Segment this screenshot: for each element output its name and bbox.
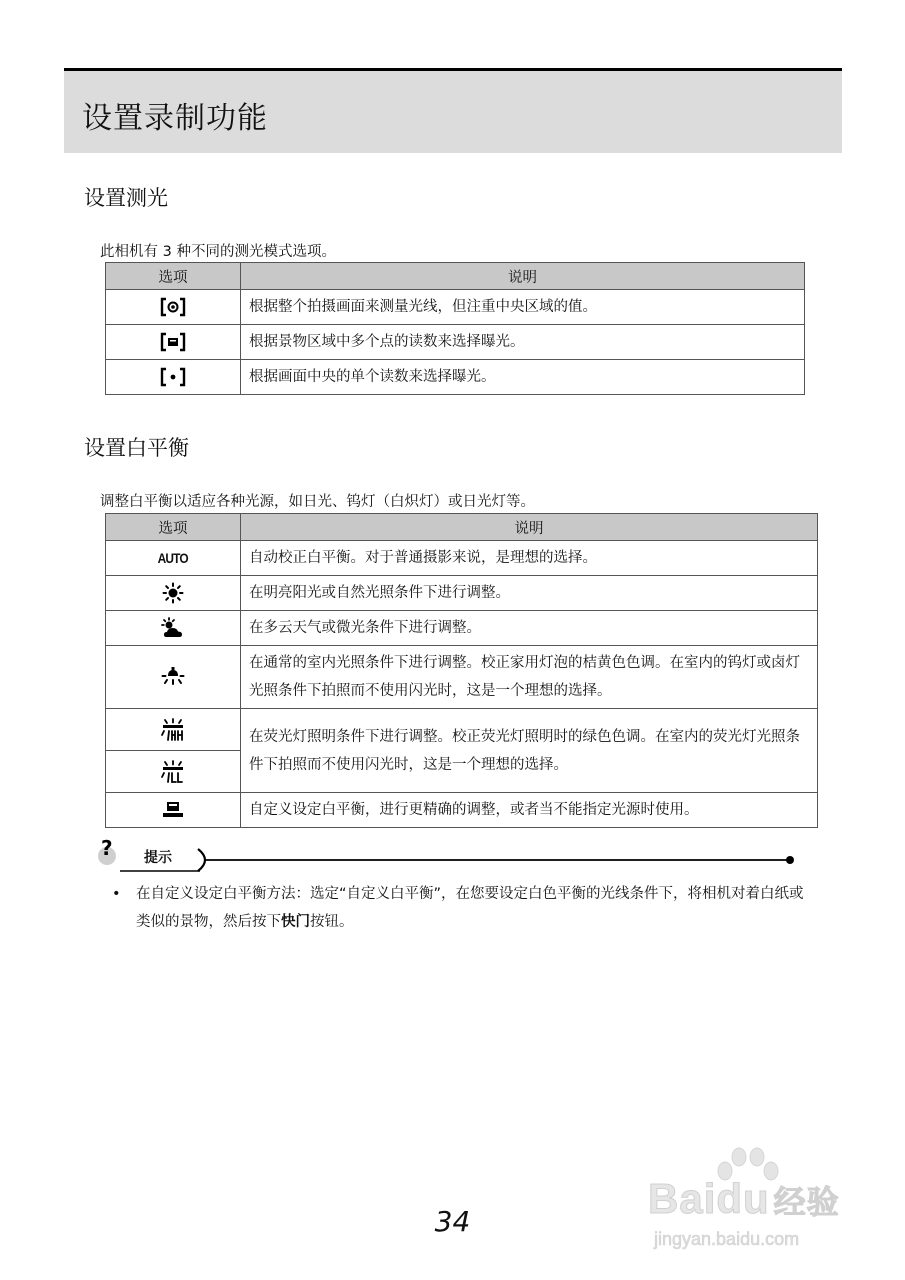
tungsten-icon <box>161 666 185 688</box>
svg-text:?: ? <box>101 838 113 860</box>
page-title: 设置录制功能 <box>82 101 268 136</box>
title-bar <box>64 71 842 153</box>
col-desc-header: 说明 <box>241 514 818 541</box>
row-desc: 在多云天气或微光条件下进行调整。 <box>241 611 818 646</box>
white-balance-table <box>105 513 818 828</box>
table-row <box>106 576 818 611</box>
fluorescent-l-icon <box>160 760 186 784</box>
col-desc-header: 说明 <box>241 263 805 290</box>
sunny-icon <box>162 582 184 604</box>
metering-heading: 设置测光 <box>84 186 168 210</box>
table-row <box>106 325 805 360</box>
metering-table <box>105 262 805 395</box>
row-desc: 在明亮阳光或自然光照条件下进行调整。 <box>241 576 818 611</box>
col-option-header: 选项 <box>106 263 241 290</box>
col-option-header: 选项 <box>106 514 241 541</box>
table-row <box>106 611 818 646</box>
tip-body-start: 在自定义设定白平衡方法：选定“自定义白平衡”，在您要设定白色平衡的光线条件下，将相机对着白纸或类似的景物，然后按下 <box>136 886 804 930</box>
table-row <box>106 541 818 576</box>
tip-bullet: • <box>112 886 121 902</box>
question-icon <box>96 838 118 866</box>
tip-body-end: 按钮。 <box>310 914 354 930</box>
table-row <box>106 793 818 828</box>
tip-text <box>112 880 812 936</box>
multi-metering-icon <box>160 332 186 352</box>
cloudy-icon <box>161 617 185 639</box>
table-header-row <box>106 514 818 541</box>
shutter-word: 快门 <box>281 914 310 930</box>
watermark-brand: Baidu 经验 <box>648 1175 840 1222</box>
fluorescent-h-icon <box>160 718 186 742</box>
row-desc: 自定义设定白平衡，进行更精确的调整，或者当不能指定光源时使用。 <box>241 793 818 828</box>
center-weighted-metering-icon <box>160 297 186 317</box>
row-desc: 根据整个拍摄画面来测量光线，但注重中央区域的值。 <box>241 290 805 325</box>
custom-wb-icon <box>161 800 185 820</box>
table-row <box>106 709 818 751</box>
metering-intro: 此相机有 3 种不同的测光模式选项。 <box>100 244 336 260</box>
tip-divider <box>120 845 800 877</box>
table-row <box>106 646 818 709</box>
white-balance-heading: 设置白平衡 <box>84 436 189 460</box>
row-desc: 在通常的室内光照条件下进行调整。校正家用灯泡的桔黄色色调。在室内的钨灯或卤灯光照条件下拍照而不使用闪光时，这是一个理想的选择。 <box>241 646 818 709</box>
baidu-watermark <box>648 1145 848 1255</box>
table-header-row <box>106 263 805 290</box>
white-balance-intro: 调整白平衡以适应各种光源，如日光、钨灯（白炽灯）或日光灯等。 <box>100 494 535 510</box>
watermark-url: jingyan.baidu.com <box>654 1229 800 1249</box>
table-row <box>106 360 805 395</box>
tip-label: 提示 <box>144 850 172 866</box>
tip-body <box>136 880 812 936</box>
row-desc: 自动校正白平衡。对于普通摄影来说，是理想的选择。 <box>241 541 818 576</box>
row-desc: 在荧光灯照明条件下进行调整。校正荧光灯照明时的绿色色调。在室内的荧光灯光照条件下拍照而不使用闪光时，这是一个理想的选择。 <box>241 709 818 793</box>
spot-metering-icon <box>160 367 186 387</box>
row-desc: 根据画面中央的单个读数来选择曝光。 <box>241 360 805 395</box>
page-number: 34 <box>434 1205 471 1238</box>
auto-wb-icon: AUTO <box>157 549 189 566</box>
row-desc: 根据景物区域中多个点的读数来选择曝光。 <box>241 325 805 360</box>
table-row <box>106 290 805 325</box>
